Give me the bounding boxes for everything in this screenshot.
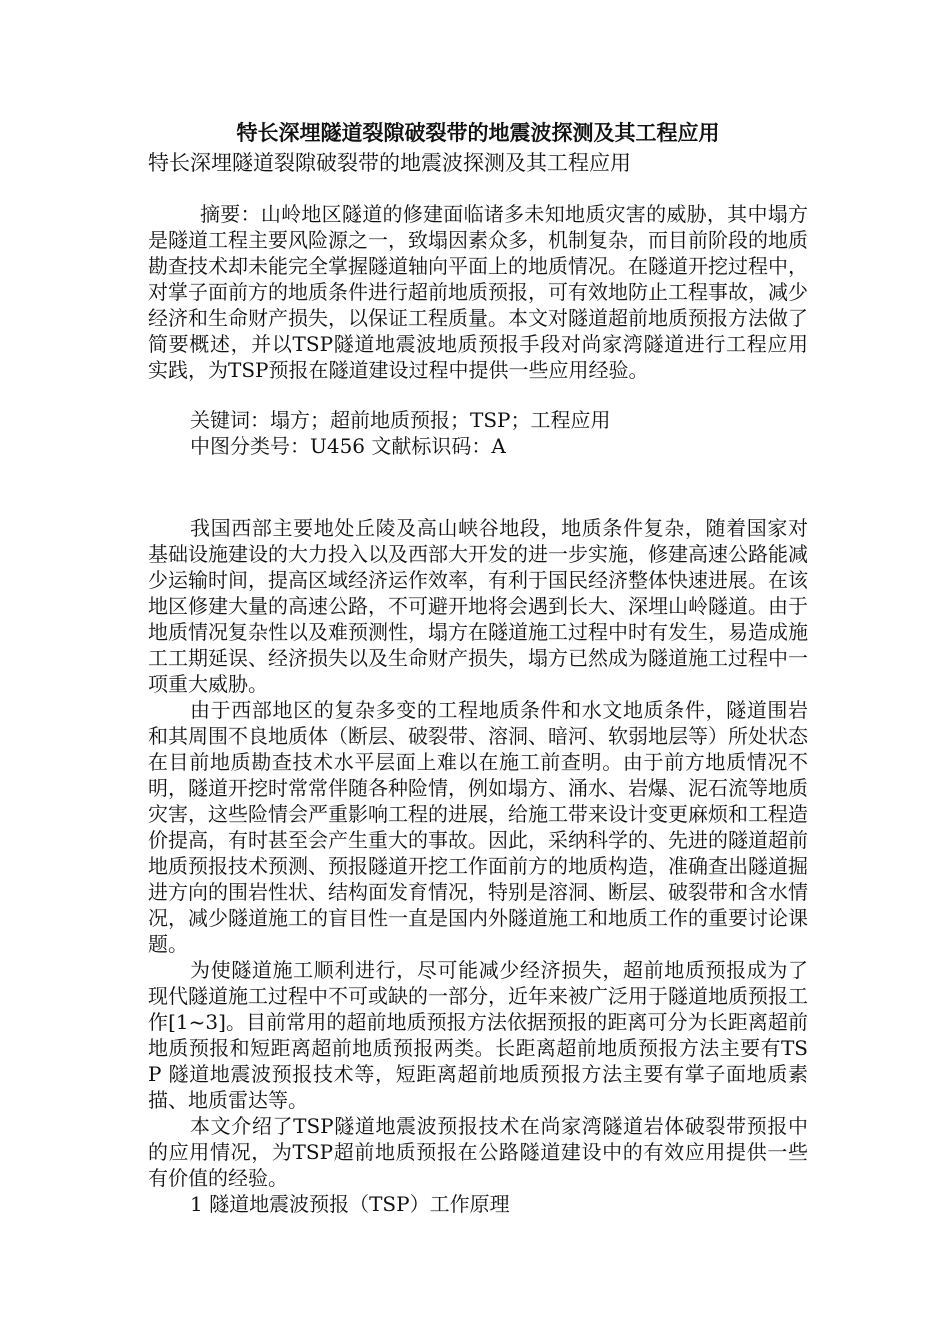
- body-paragraph-4: 本文介绍了TSP隧道地震波预报技术在尚家湾隧道岩体破裂带预报中的应用情况，为TSP超前地质预报在公路隧道建设中的有效应用提供一些有价值的经验。: [148, 1114, 808, 1190]
- body-paragraph-3: 为使隧道施工顺利进行，尽可能减少经济损失，超前地质预报成为了现代隧道施工过程中不可或缺的一部分，近年来被广泛用于隧道地质预报工作[1~3]。目前常用的超前地质预报方法依据预报的距离可分为长距离超前地质预报和短距离超前地质预报两类。长距离超前地质预报方法主要有TSP 隧道地震波预报技术等，短距离超前地质预报方法主要有掌子面地质素描、地质雷达等。: [148, 958, 808, 1112]
- body-paragraph-1: 我国西部主要地处丘陵及高山峡谷地段，地质条件复杂，随着国家对基础设施建设的大力投入以及西部大开发的进一步实施，修建高速公路能减少运输时间，提高区域经济运作效率，有利于国民经济整体快速进展。在该地区修建大量的高速公路，不可避开地将会遇到长大、深埋山岭隧道。由于地质情况复杂性以及难预测性，塌方在隧道施工过程中时有发生，易造成施工工期延误、经济损失以及生命财产损失，塌方已然成为隧道施工过程中一项重大威胁。: [148, 516, 808, 696]
- document-title: 特长深埋隧道裂隙破裂带的地震波探测及其工程应用: [236, 120, 720, 145]
- section-heading: 1 隧道地震波预报（TSP）工作原理: [190, 1192, 510, 1216]
- keywords-line: 关键词：塌方；超前地质预报；TSP；工程应用: [190, 408, 611, 432]
- document-subtitle: 特长深埋隧道裂隙破裂带的地震波探测及其工程应用: [148, 151, 631, 175]
- body-paragraph-2: 由于西部地区的复杂多变的工程地质条件和水文地质条件，隧道围岩和其周围不良地质体（断层、破裂带、溶洞、暗河、软弱地层等）所处状态在目前地质勘查技术水平层面上难以在施工前查明。由于前方地质情况不明，隧道开挖时常常伴随各种险情，例如塌方、涌水、岩爆、泥石流等地质灾害，这些险情会严重影响工程的进展，给施工带来设计变更麻烦和工程造价提高，有时甚至会产生重大的事故。因此，采纳科学的、先进的隧道超前地质预报技术预测、预报隧道开挖工作面前方的地质构造，准确查出隧道掘进方向的围岩性状、结构面发育情况，特别是溶洞、断层、破裂带和含水情况，减少隧道施工的盲目性一直是国内外隧道施工和地质工作的重要讨论课题。: [148, 698, 808, 956]
- abstract-paragraph: 摘要：山岭地区隧道的修建面临诸多未知地质灾害的威胁，其中塌方是隧道工程主要风险源之一，致塌因素众多，机制复杂，而目前阶段的地质勘查技术却未能完全掌握隧道轴向平面上的地质情况。在隧道开挖过程中，对掌子面前方的地质条件进行超前地质预报，可有效地防止工程事故，减少经济和生命财产损失，以保证工程质量。本文对隧道超前地质预报方法做了简要概述，并以TSP隧道地震波地质预报手段对尚家湾隧道进行工程应用实践，为TSP预报在隧道建设过程中提供一些应用经验。: [148, 202, 808, 382]
- document-page: [148, 118, 808, 1217]
- classification-line: 中图分类号：U456 文献标识码：A: [190, 434, 506, 458]
- section-spacer: [148, 459, 808, 515]
